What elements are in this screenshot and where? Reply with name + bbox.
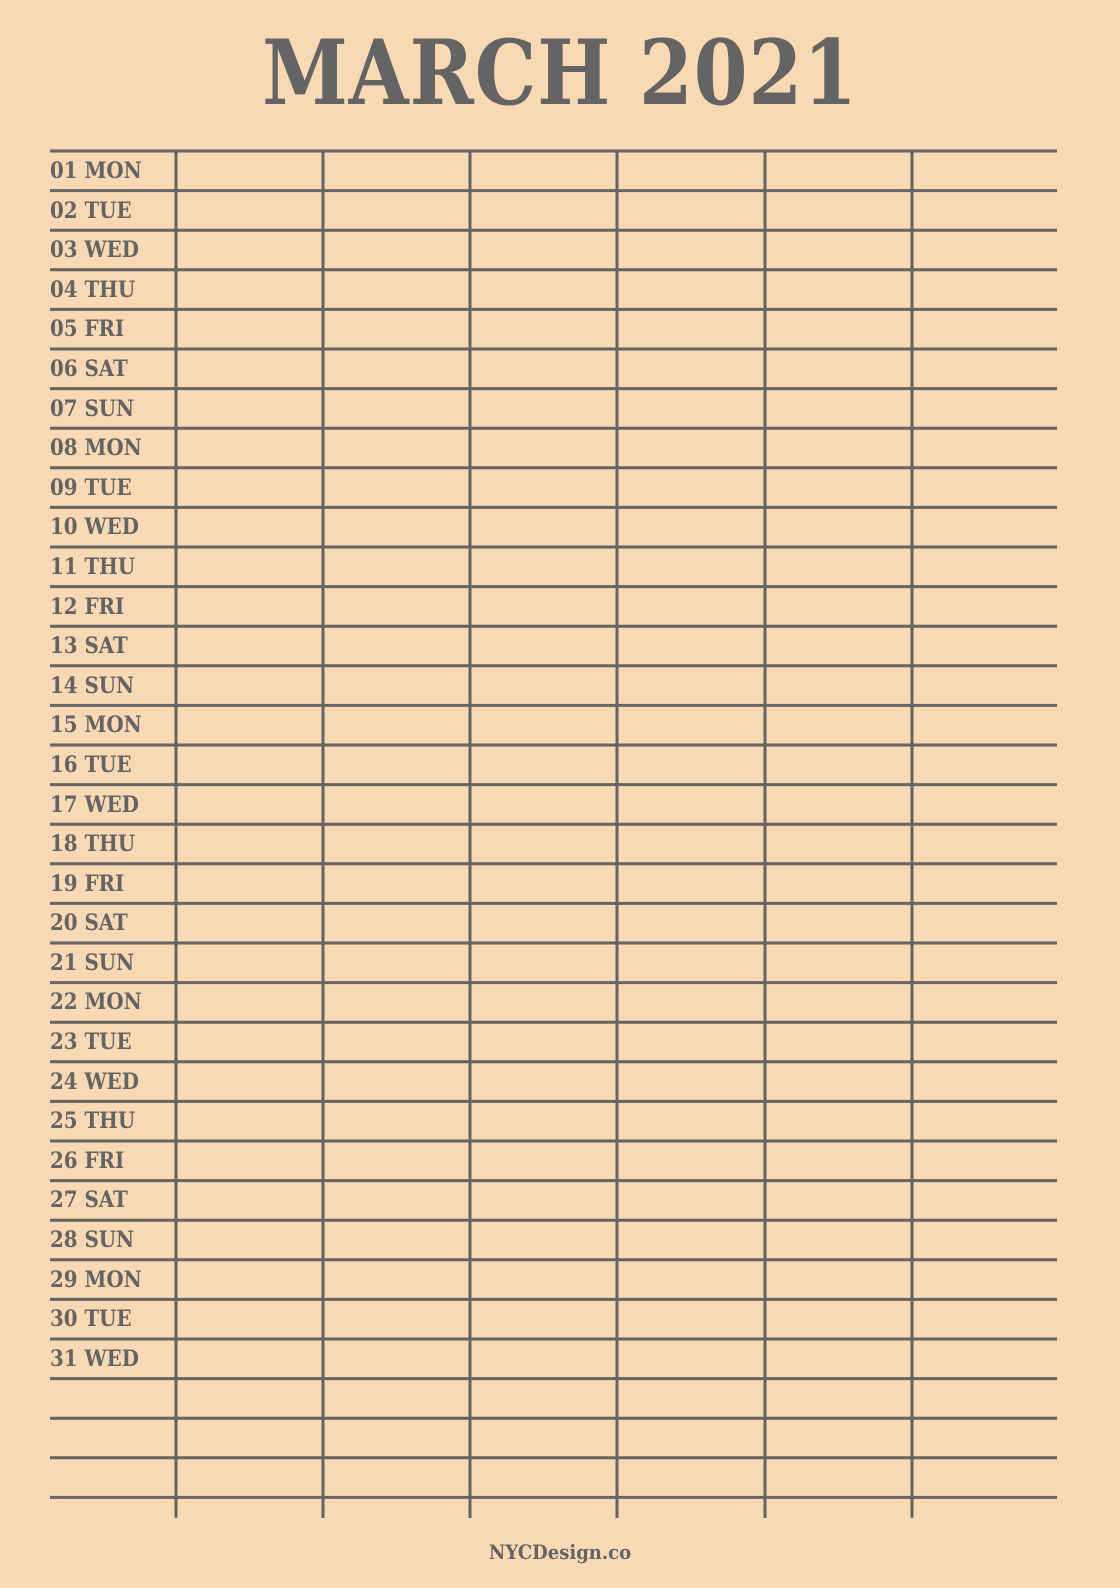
day-label: 29 MON (50, 1266, 142, 1293)
day-label: 16 TUE (50, 751, 132, 778)
day-label: 18 THU (50, 831, 136, 858)
day-label: 08 MON (50, 435, 142, 462)
day-row[interactable] (50, 706, 1070, 746)
day-row[interactable] (50, 1102, 1070, 1142)
day-label: 21 SUN (50, 949, 135, 976)
day-label: 12 FRI (50, 593, 125, 620)
day-row[interactable] (50, 786, 1070, 826)
day-row[interactable] (50, 469, 1070, 509)
day-row[interactable] (50, 825, 1070, 865)
day-row[interactable] (50, 627, 1070, 667)
day-label: 11 THU (50, 553, 136, 580)
day-label: 19 FRI (50, 870, 125, 897)
day-row[interactable] (50, 944, 1070, 984)
day-row[interactable] (50, 1181, 1070, 1221)
day-row[interactable] (50, 983, 1070, 1023)
day-label: 14 SUN (50, 672, 135, 699)
day-label: 02 TUE (50, 197, 132, 224)
day-label: 25 THU (50, 1108, 136, 1135)
day-row[interactable] (50, 1261, 1070, 1301)
day-label: 09 TUE (50, 474, 132, 501)
day-row[interactable] (50, 1023, 1070, 1063)
day-row[interactable] (50, 310, 1070, 350)
day-label: 07 SUN (50, 395, 135, 422)
day-row[interactable] (50, 390, 1070, 430)
blank-row[interactable] (50, 1419, 1070, 1459)
day-label: 01 MON (50, 158, 142, 184)
day-label: 06 SAT (50, 355, 128, 382)
day-label: 26 FRI (50, 1147, 125, 1174)
day-label: 22 MON (50, 989, 142, 1016)
day-label: 20 SAT (50, 910, 128, 937)
day-row[interactable] (50, 548, 1070, 588)
day-row[interactable] (50, 152, 1070, 192)
page-title: MARCH 2021 (262, 20, 858, 126)
day-label: 05 FRI (50, 316, 125, 343)
day-label: 17 WED (50, 791, 139, 818)
day-row[interactable] (50, 429, 1070, 469)
day-label: 31 WED (50, 1345, 139, 1372)
day-row[interactable] (50, 508, 1070, 548)
day-label: 15 MON (50, 712, 142, 739)
day-label: 04 THU (50, 276, 136, 303)
blank-row[interactable] (50, 1379, 1070, 1419)
day-row[interactable] (50, 271, 1070, 311)
day-row[interactable] (50, 1221, 1070, 1261)
blank-row[interactable] (50, 1459, 1070, 1499)
day-label: 28 SUN (50, 1227, 135, 1254)
day-row[interactable] (50, 588, 1070, 628)
day-label: 23 TUE (50, 1029, 132, 1056)
day-row[interactable] (50, 865, 1070, 905)
day-row[interactable] (50, 350, 1070, 390)
day-row[interactable] (50, 904, 1070, 944)
footer-credit: NYCDesign.co (488, 1540, 632, 1564)
day-row[interactable] (50, 1142, 1070, 1182)
day-row[interactable] (50, 1063, 1070, 1103)
day-label: 13 SAT (50, 633, 128, 660)
day-label: 27 SAT (50, 1187, 128, 1214)
day-row[interactable] (50, 231, 1070, 271)
day-row[interactable] (50, 1300, 1070, 1340)
day-rows (50, 152, 1070, 1498)
day-row[interactable] (50, 192, 1070, 232)
day-row[interactable] (50, 667, 1070, 707)
day-label: 10 WED (50, 514, 139, 541)
day-row[interactable] (50, 746, 1070, 786)
day-label: 24 WED (50, 1068, 139, 1095)
day-label: 30 TUE (50, 1306, 132, 1333)
day-row[interactable] (50, 1340, 1070, 1380)
day-label: 03 WED (50, 237, 139, 264)
